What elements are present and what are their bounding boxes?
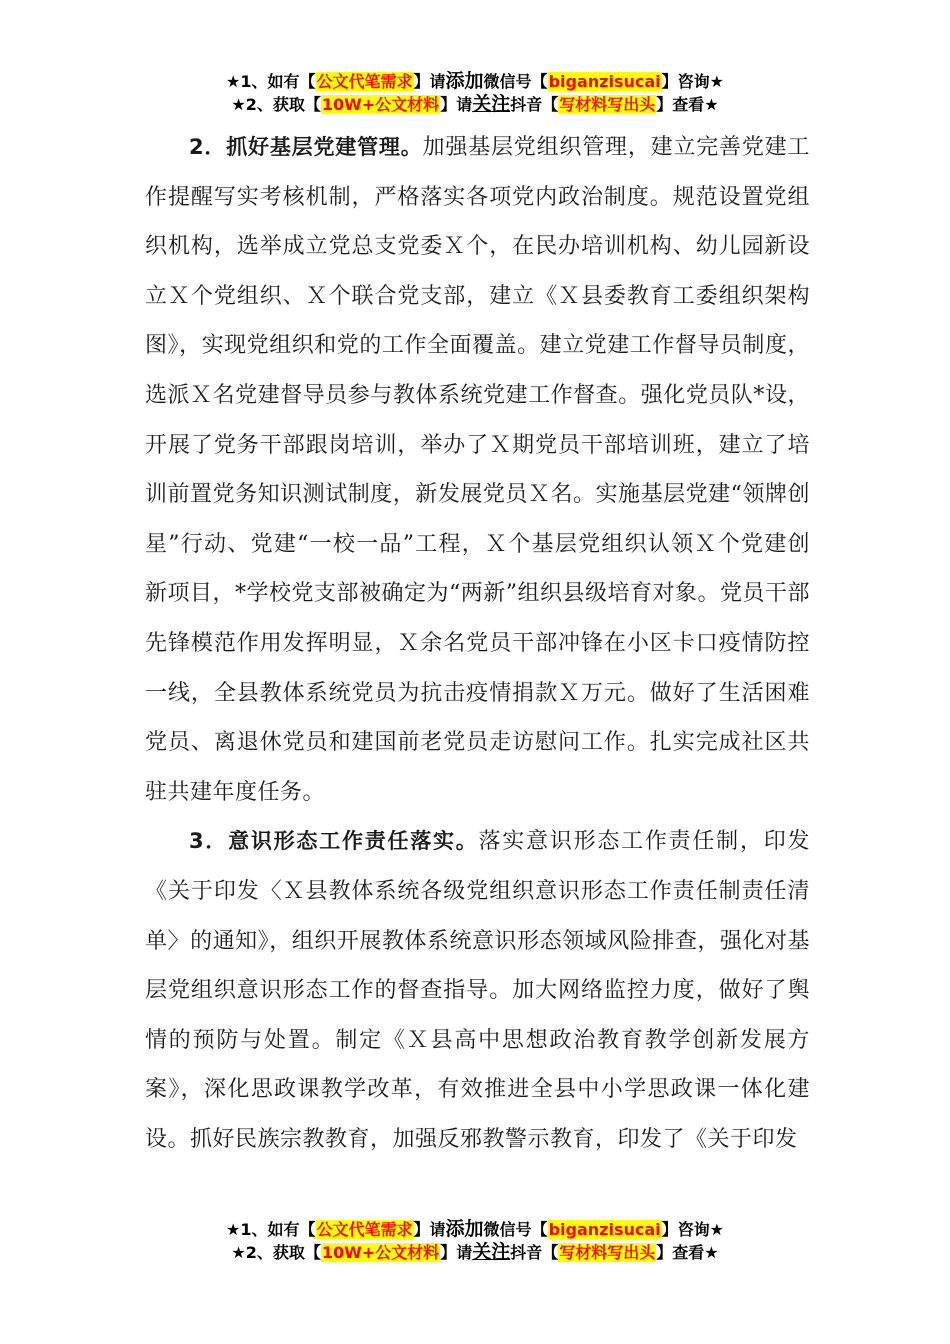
paragraph-ideology [145, 817, 810, 1164]
header-banner [0, 70, 950, 116]
banner-text: 】请 [440, 1243, 473, 1262]
banner-text: 】查看★ [656, 1243, 719, 1262]
banner-line-1 [0, 1218, 950, 1241]
banner-line-2 [0, 93, 950, 116]
banner-text: ★1、如有【 [226, 72, 316, 91]
banner-text: 抖音【 [510, 95, 559, 114]
paragraph-heading: 3．意识形态工作责任落实。 [189, 829, 479, 854]
emphasis-text: 添加 [445, 1218, 484, 1240]
highlight-text: 公文代笔需求 [316, 1220, 413, 1239]
paragraph-text: 落实意识形态工作责任制，印发《关于印发〈Ｘ县教体系统各级党组织意识形态工作责任制责任清单〉的通知》，组织开展教体系统意识形态领域风险排查，强化对基层党组织意识形态工作的督查指导。加大网络监控力度，做好了舆情的预防与处置。制定《Ｘ县高中思想政治教育教学创新发展方案》，深化思政课教学改革，有效推进全县中小学思政课一体化建设。抓好民族宗教教育，加强反邪教警示教育，印发了《关于印发 [145, 829, 810, 1152]
highlight-text: 公文代笔需求 [316, 72, 413, 91]
banner-text: 】咨询★ [661, 72, 724, 91]
banner-text: 】请 [413, 72, 446, 91]
emphasis-text: 关注 [472, 1241, 511, 1263]
banner-text: 】请 [413, 1220, 446, 1239]
douyin-id: 写材料写出头 [559, 95, 656, 114]
banner-text: 】查看★ [656, 95, 719, 114]
banner-text: 抖音【 [510, 1243, 559, 1262]
banner-text: 】咨询★ [661, 1220, 724, 1239]
banner-text: 】请 [440, 95, 473, 114]
banner-text: 微信号【 [483, 72, 548, 91]
emphasis-text: 添加 [445, 70, 484, 92]
banner-text: 微信号【 [483, 1220, 548, 1239]
paragraph-heading: 2．抓好基层党建管理。 [189, 135, 423, 159]
paragraph-text: 加强基层党组织管理，建立完善党建工作提醒写实考核机制，严格落实各项党内政治制度。规范设置党组织机构，选举成立党总支党委Ｘ个，在民办培训机构、幼儿园新设立Ｘ个党组织、Ｘ个联合党支部，建立《Ｘ县委教育工委组织架构图》，实现党组织和党的工作全面覆盖。建立党建工作督导员制度，选派Ｘ名党建督导员参与教体系统党建工作督查。强化党员队*设，开展了党务干部跟岗培训，举办了Ｘ期党员干部培训班，建立了培训前置党务知识测试制度，新发展党员Ｘ名。实施基层党建“领牌创星”行动、党建“一校一品”工程，Ｘ个基层党组织认领Ｘ个党建创新项目，*学校党支部被确定为“两新”组织县级培育对象。党员干部先锋模范作用发挥明显，Ｘ余名党员干部冲锋在小区卡口疫情防控一线，全县教体系统党员为抗击疫情捐款Ｘ万元。做好了生活困难党员、离退休党员和建国前老党员走访慰问工作。扎实完成社区共驻共建年度任务。 [145, 135, 810, 805]
wechat-id: biganzisucai [548, 1220, 661, 1239]
banner-text: ★2、获取【 [231, 1243, 321, 1262]
wechat-id: biganzisucai [548, 72, 661, 91]
douyin-id: 写材料写出头 [559, 1243, 656, 1262]
highlight-text: 10W+公文材料 [321, 95, 440, 114]
emphasis-text: 关注 [472, 93, 511, 115]
footer-banner [0, 1218, 950, 1264]
banner-text: ★1、如有【 [226, 1220, 316, 1239]
paragraph-party-building [145, 123, 810, 817]
banner-line-1 [0, 70, 950, 93]
document-body [145, 123, 810, 1164]
banner-text: ★2、获取【 [231, 95, 321, 114]
highlight-text: 10W+公文材料 [321, 1243, 440, 1262]
banner-line-2 [0, 1241, 950, 1264]
